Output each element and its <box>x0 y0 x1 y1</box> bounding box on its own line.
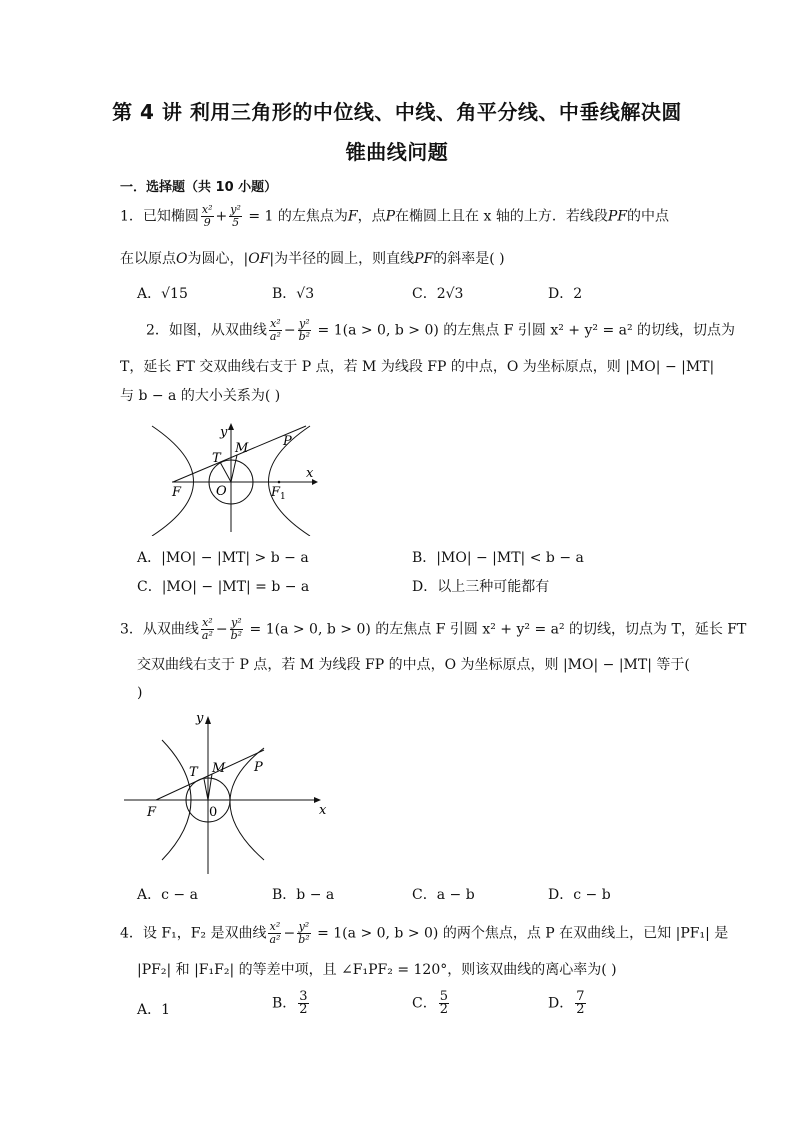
q3-option-a[interactable]: A．c − a <box>137 887 198 903</box>
label-T: T <box>189 765 198 780</box>
label-x: x <box>306 466 314 481</box>
fraction-x2-a2: $\frac{\text{x²}}{\text{a²}}$ <box>269 920 281 946</box>
q4-option-a[interactable]: A．1 <box>137 1002 171 1018</box>
label-F1-subscript: 1 <box>280 492 286 502</box>
hyperbola-left-branch <box>152 426 194 536</box>
figure-hyperbola-1 <box>140 418 325 536</box>
label-M: M <box>212 761 226 776</box>
q2-option-c[interactable]: C．|MO| − |MT| = b − a <box>137 579 310 595</box>
page-title: 第 4 讲 利用三角形的中位线、中线、角平分线、中垂线解决圆 <box>112 100 682 124</box>
fraction-y2-b2: $\frac{\text{y²}}{\text{b²}}$ <box>298 317 311 343</box>
question-number: 4． <box>120 925 143 942</box>
q4-option-c[interactable]: C． $\frac{5}{2}$ <box>412 989 448 1017</box>
y-axis-arrow <box>205 716 211 724</box>
label-x: x <box>319 803 327 818</box>
fraction-y2-b2: $\frac{\text{y²}}{\text{b²}}$ <box>230 616 243 642</box>
q1-option-a[interactable]: A．√15 <box>137 286 188 302</box>
question-4-line1: 4．设 F₁，F₂ 是双曲线 $\frac{\text{x²}}{\text{a²}}$ − $\frac{\text{y²}}{\text{b²}}$ = 1(a > 0, b > 0) 的两个焦点，点 P 在双曲线上，已知 |PF₁| 是 <box>120 920 729 946</box>
label-F: F <box>172 485 182 500</box>
label-O: O <box>216 484 227 499</box>
y-axis-arrow <box>228 423 234 430</box>
page-title-line2: 锥曲线问题 <box>345 140 449 164</box>
q4-option-d[interactable]: D． $\frac{7}{2}$ <box>548 989 585 1017</box>
fraction-3-2: $\frac{3}{2}$ <box>299 989 308 1017</box>
q3-option-b[interactable]: B．b − a <box>272 887 335 903</box>
q2-option-d[interactable]: D．以上三种可能都有 <box>412 579 550 595</box>
label-M: M <box>235 441 249 456</box>
question-number: 3． <box>120 621 143 638</box>
question-3-line3: ) <box>137 685 143 701</box>
figure-hyperbola-2 <box>118 708 333 878</box>
section-header: 一．选择题（共 10 小题） <box>120 180 278 195</box>
fraction-x2-9: $\frac{\text{x²}}{9}$ <box>201 203 213 229</box>
q1-option-d[interactable]: D．2 <box>548 286 583 302</box>
fraction-x2-a2: $\frac{\text{x²}}{\text{a²}}$ <box>269 317 281 343</box>
q2-option-b[interactable]: B．|MO| − |MT| < b − a <box>412 550 584 566</box>
q1-option-b[interactable]: B．√3 <box>272 286 315 302</box>
segment-OT <box>220 462 231 482</box>
label-origin: 0 <box>209 805 218 820</box>
question-3-line2: 交双曲线右支于 P 点，若 M 为线段 FP 的中点，O 为坐标原点，则 |MO| − |MT| 等于( <box>137 657 690 673</box>
label-T: T <box>212 451 221 466</box>
question-number: 1． <box>120 208 143 225</box>
q3-option-c[interactable]: C．a − b <box>412 887 475 903</box>
question-2-line3: 与 b − a 的大小关系为( ) <box>120 388 281 404</box>
question-4-line2: |PF₂| 和 |F₁F₂| 的等差中项，且 ∠F₁PF₂ = 120°，则该双曲线的离心率为( ) <box>137 962 617 978</box>
label-F: F <box>147 805 157 820</box>
segment-OT <box>204 779 208 800</box>
tangent-line <box>156 750 264 800</box>
question-number: 2． <box>146 322 169 339</box>
fraction-y2-5: $\frac{\text{y²}}{5}$ <box>230 203 241 229</box>
question-2-line1: 2．如图，从双曲线 $\frac{\text{x²}}{\text{a²}}$ − $\frac{\text{y²}}{\text{b²}}$ = 1(a > 0, b > 0) 的左焦点 F 引圆 x² + y² = a² 的切线，切点为 <box>146 317 736 343</box>
fraction-x2-a2: $\frac{\text{x²}}{\text{a²}}$ <box>201 616 213 642</box>
question-3-line1: 3．从双曲线 $\frac{\text{x²}}{\text{a²}}$ − $\frac{\text{y²}}{\text{b²}}$ = 1(a > 0, b > 0) 的左焦点 F 引圆 x² + y² = a² 的切线，切点为 T，延长 FT <box>120 616 747 642</box>
fraction-7-2: $\frac{7}{2}$ <box>576 989 585 1017</box>
fraction-5-2: $\frac{5}{2}$ <box>439 989 448 1017</box>
q2-option-a[interactable]: A．|MO| − |MT| > b − a <box>137 550 309 566</box>
label-y: y <box>220 425 228 440</box>
fraction-y2-b2: $\frac{\text{y²}}{\text{b²}}$ <box>298 920 310 946</box>
q4-option-b[interactable]: B． $\frac{3}{2}$ <box>272 989 308 1017</box>
label-F1: F <box>271 485 281 500</box>
q1-option-c[interactable]: C．2√3 <box>412 286 464 302</box>
label-P: P <box>283 434 292 449</box>
label-y: y <box>196 711 204 726</box>
segment-OM <box>231 455 237 482</box>
focus-point <box>278 481 281 484</box>
q3-option-d[interactable]: D．c − b <box>548 887 611 903</box>
label-P: P <box>254 760 263 775</box>
question-2-line2: T，延长 FT 交双曲线右支于 P 点，若 M 为线段 FP 的中点，O 为坐标原点，则 |MO| − |MT| <box>120 359 715 375</box>
question-1-line1: 1．已知椭圆 $\frac{\text{x²}}{9}$ + $\frac{\text{y²}}{5}$ = 1 的左焦点为F，点P在椭圆上且在 x 轴的上方．若线段PF的中点 <box>120 203 669 229</box>
question-1-line2: 在以原点O为圆心，|OF|为半径的圆上，则直线PF的斜率是( ) <box>120 251 505 267</box>
